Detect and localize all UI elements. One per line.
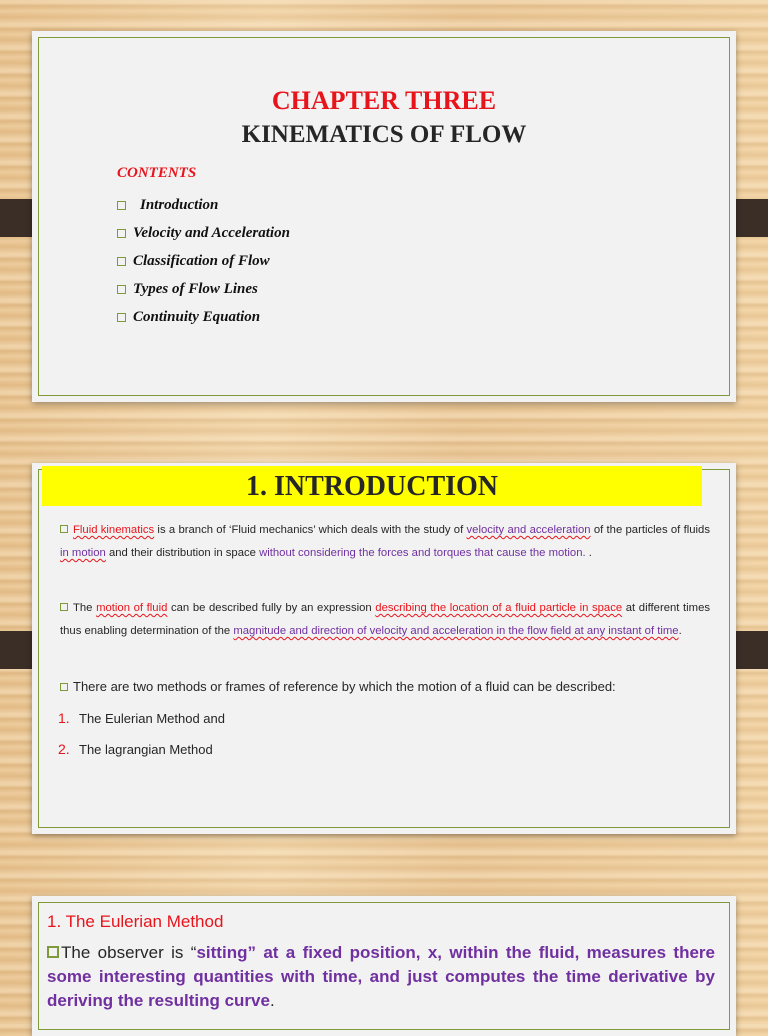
contents-list bbox=[117, 191, 290, 331]
contents-item: Continuity Equation bbox=[117, 303, 290, 331]
chapter-label: CHAPTER THREE bbox=[271, 86, 497, 115]
contents-item: Classification of Flow bbox=[117, 247, 290, 275]
contents-heading: CONTENTS bbox=[117, 165, 197, 181]
checkbox-bullet-icon bbox=[117, 229, 126, 238]
method-item: 1. The Eulerian Method and bbox=[58, 710, 225, 726]
method-item: 2. The lagrangian Method bbox=[58, 741, 213, 757]
contents-item: Types of Flow Lines bbox=[117, 275, 290, 303]
checkbox-bullet-icon bbox=[60, 525, 68, 533]
checkbox-bullet-icon bbox=[117, 257, 126, 266]
intro-paragraph-2: The motion of fluid can be described fully by an expression describing the location of a fluid particle in space at different times thus enabling determination of the magnitude and direction of velocity and acceleration in the flow field at any instant of time. bbox=[60, 602, 711, 637]
intro-paragraph-1: Fluid kinematics is a branch of ‘Fluid mechanics’ which deals with the study of velocity and acceleration of the particles of fluids in motion and their distribution in space without considering the forces and torques that cause the motion. . bbox=[60, 524, 710, 559]
slide-title bbox=[32, 31, 736, 402]
checkbox-bullet-icon bbox=[117, 285, 126, 294]
slide-eulerian bbox=[32, 896, 736, 1036]
eulerian-paragraph: The observer is “sitting” at a fixed position, x, within the fluid, measures there some interesting quantities with time, and just computes the time derivative by deriving the resulting curve. bbox=[47, 943, 715, 1010]
intro-paragraph-3: There are two methods or frames of reference by which the motion of a fluid can be described: bbox=[60, 675, 710, 698]
checkbox-bullet-icon bbox=[47, 946, 59, 958]
eulerian-heading: 1. The Eulerian Method bbox=[47, 912, 224, 931]
chapter-title: KINEMATICS OF FLOW bbox=[241, 121, 527, 148]
checkbox-bullet-icon bbox=[117, 201, 126, 210]
checkbox-bullet-icon bbox=[117, 313, 126, 322]
checkbox-bullet-icon bbox=[60, 603, 68, 611]
contents-item: Velocity and Acceleration bbox=[117, 219, 290, 247]
contents-item: Introduction bbox=[117, 191, 290, 219]
slide-introduction bbox=[32, 463, 736, 834]
checkbox-bullet-icon bbox=[60, 683, 68, 691]
section-heading: 1. INTRODUCTION bbox=[42, 466, 702, 506]
